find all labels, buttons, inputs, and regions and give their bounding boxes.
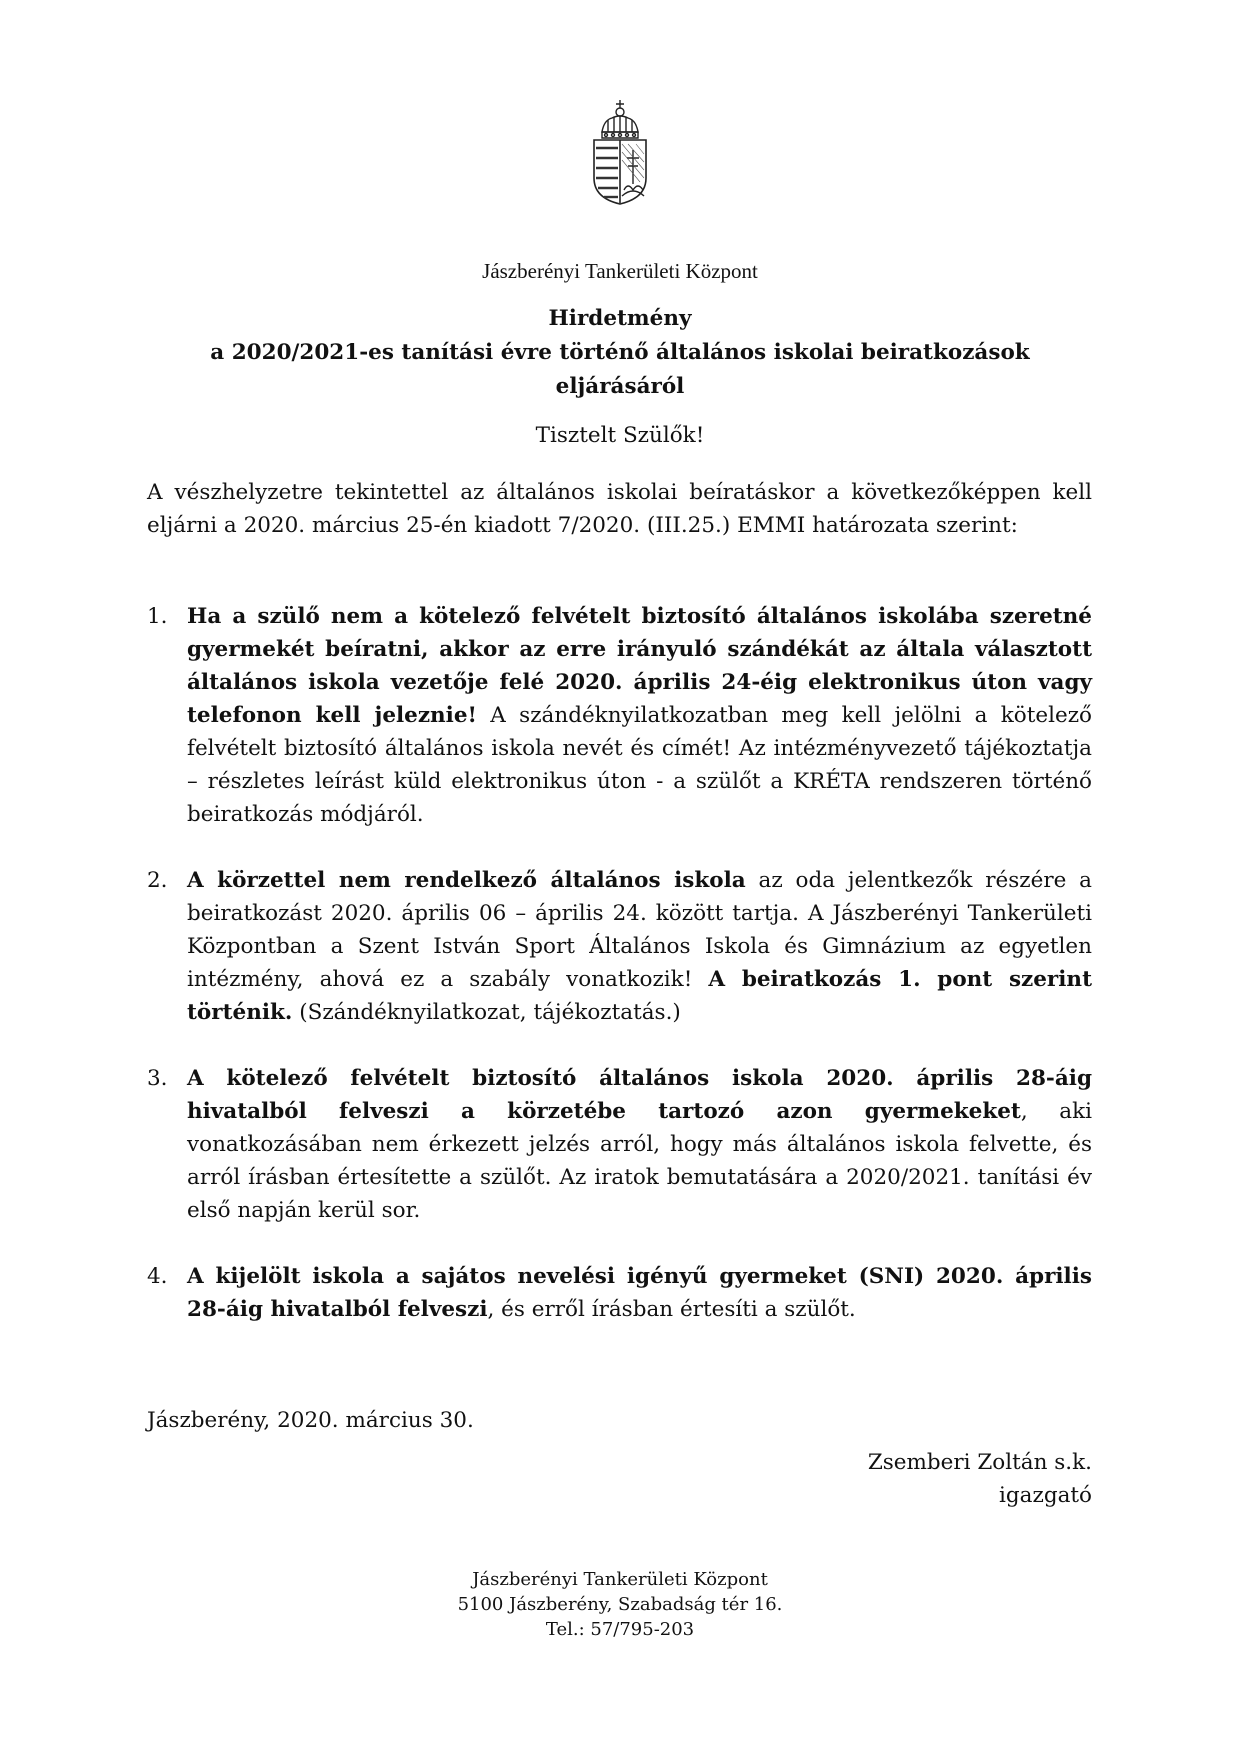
list-item-bold-text: Ha a szülő nem a kötelező felvételt biztosító általános iskolába szeretné gyermekét beíratni, akkor az erre irányuló szándékát az általa választott általános iskola vezetője felé 2020. április 24-éig elektronikus úton vagy telefonon kell jeleznie!: [187, 604, 1092, 728]
signature-block: [868, 1446, 1092, 1512]
intro-paragraph: A vészhelyzetre tekintettel az általános iskolai beíratáskor a következőképpen kell eljárni a 2020. március 25-én kiadott 7/2020. (III.25.) EMMI határozata szerint:: [147, 480, 1092, 538]
list-item-text: , aki vonatkozásában nem érkezett jelzés arról, hogy más általános iskola felvette, és arról írásban értesítette a szülőt. Az iratok bemutatására a 2020/2021. tanítási év első napján kerül sor.: [187, 1099, 1092, 1223]
list-item-bold-text: A kijelölt iskola a sajátos nevelési igényű gyermeket (SNI) 2020. április 28-áig hivatalból felveszi: [187, 1264, 1092, 1322]
list-item-number: 2.: [147, 868, 168, 893]
coat-of-arms-icon: [588, 98, 652, 206]
list-item: [147, 1062, 1092, 1227]
list-item-text: , és erről írásban értesíti a szülőt.: [487, 1297, 856, 1322]
date-line: Jászberény, 2020. március 30.: [147, 1408, 474, 1433]
organization-header: Jászberényi Tankerületi Központ: [482, 259, 758, 283]
salutation: Tisztelt Szülők!: [535, 423, 705, 448]
footer-organization: Jászberényi Tankerületi Központ: [472, 1569, 768, 1590]
footer-address: 5100 Jászberény, Szabadság tér 16.: [457, 1594, 783, 1615]
list-item-number: 4.: [147, 1264, 168, 1289]
list-item-bold-text-2: A beiratkozás 1. pont szerint történik.: [187, 967, 1092, 1025]
list-item: [147, 600, 1092, 831]
list-item-number: 3.: [147, 1066, 168, 1091]
list-item-number: 1.: [147, 604, 168, 629]
title-line-2: a 2020/2021-es tanítási évre történő általános iskolai beiratkozások: [210, 340, 1030, 365]
signatory-role: igazgató: [999, 1483, 1092, 1508]
signatory-name: Zsemberi Zoltán s.k.: [867, 1450, 1092, 1475]
list-item: [147, 864, 1092, 1029]
list-item-bold-text: A kötelező felvételt biztosító általános iskola 2020. április 28-áig hivatalból felveszi a körzetébe tartozó azon gyermekeket: [187, 1066, 1092, 1124]
title-line-1: Hirdetmény: [548, 306, 692, 331]
list-item-text: A szándéknyilatkozatban meg kell jelölni a kötelező felvételt biztosító általános iskola nevét és címét! Az intézményvezető tájékoztatja – részletes leírást küld elektronikus úton - a szülőt a KRÉTA rendszeren történő beiratkozás módjáról.: [187, 703, 1092, 827]
list-item-text: az oda jelentkezők részére a beiratkozást 2020. április 06 – április 24. között tartja. A Jászberényi Tankerületi Központban a Szent István Sport Általános Iskola és Gimnázium az egyetlen intézmény, ahová ez a szabály vonatkozik!: [187, 868, 1092, 992]
list-item: [147, 1260, 1092, 1326]
numbered-list: [147, 600, 1092, 1359]
title-line-3: eljárásáról: [555, 374, 685, 399]
list-item-text-2: (Szándéknyilatkozat, tájékoztatás.): [292, 1000, 681, 1025]
footer-phone: Tel.: 57/795-203: [545, 1619, 695, 1640]
document-title: [140, 302, 1100, 404]
list-item-bold-text: A körzettel nem rendelkező általános iskola: [187, 868, 746, 893]
footer: [0, 1567, 1240, 1642]
